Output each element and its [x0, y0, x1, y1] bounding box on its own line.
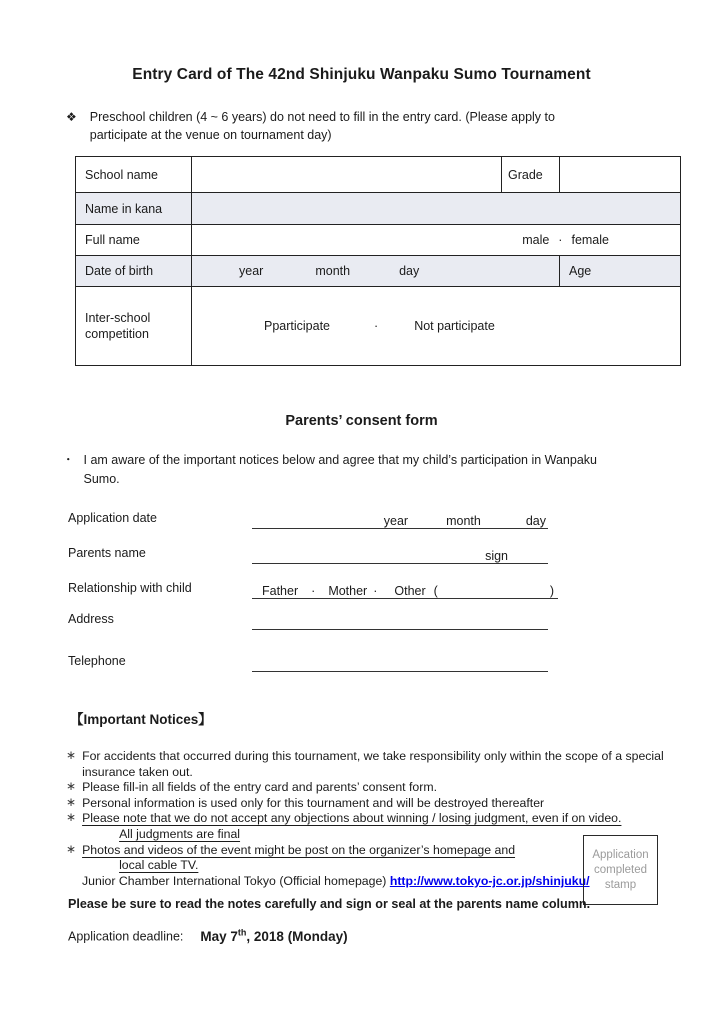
asterisk-bullet-icon: ∗: [66, 748, 77, 762]
sign-label: sign: [485, 549, 508, 563]
consent-intro: [62, 451, 622, 489]
diamond-bullet-icon: ❖: [66, 110, 77, 124]
asterisk-bullet-icon: ∗: [66, 779, 77, 794]
asterisk-bullet-icon: ∗: [66, 794, 77, 809]
important-notices-heading: 【Important Notices】: [70, 712, 212, 727]
gender-female-option: female: [571, 233, 609, 247]
application-deadline-row: [68, 927, 348, 944]
participate-option: Pparticipate: [264, 319, 331, 333]
parents-name-line: [252, 546, 548, 564]
notice-text: Personal information is used only for this tournament and will be destroyed thereafter: [82, 795, 545, 810]
table-row-birth: [76, 256, 681, 287]
date-of-birth-label: Date of birth: [76, 256, 192, 287]
consent-form-heading: Parents’ consent form: [285, 413, 438, 429]
appdate-day-label: day: [525, 514, 546, 528]
age-label: Age: [560, 256, 681, 287]
relationship-paren-close: ): [549, 584, 554, 598]
school-name-label: School name: [76, 157, 192, 193]
application-deadline-label: Application deadline:: [68, 929, 184, 944]
full-name-field: [192, 225, 681, 256]
table-row-interschool: [76, 287, 681, 366]
notice-text: Photos and videos of the event might be post on the organizer’s homepage and: [82, 842, 516, 857]
relationship-other-option: Other: [394, 584, 426, 598]
appdate-month-label: month: [446, 514, 481, 528]
dob-month-label: month: [315, 264, 351, 278]
table-row-kana: [76, 193, 681, 225]
dot-bullet-icon: ・: [62, 453, 75, 467]
relationship-separator-dot: ·: [373, 584, 378, 598]
relationship-separator-dot: ·: [311, 584, 316, 598]
consent-intro-text: I am aware of the important notices below and agree that my child’s participation in Wanpaku Sumo.: [83, 453, 597, 486]
table-row-school: [76, 157, 681, 193]
relationship-father-option: Father: [262, 584, 299, 598]
telephone-line: [252, 654, 548, 672]
official-homepage-link[interactable]: http://www.tokyo-jc.or.jp/shinjuku/: [389, 873, 590, 888]
ordinal-superscript: th: [237, 927, 247, 937]
table-row-fullname: [76, 225, 681, 256]
name-in-kana-field: [192, 193, 681, 225]
appdate-year-label: year: [383, 514, 409, 528]
not-participate-option: Not participate: [414, 319, 495, 333]
application-date-line: [252, 511, 548, 529]
entry-card-table: [75, 156, 681, 366]
gender-options: [522, 233, 680, 247]
grade-field: [560, 157, 681, 193]
notice-text: local cable TV.: [119, 858, 199, 873]
notice-text: All judgments are final: [119, 826, 241, 841]
telephone-label: Telephone: [68, 654, 126, 668]
application-completed-stamp-box: Application completed stamp: [583, 835, 658, 905]
name-in-kana-label: Name in kana: [76, 193, 192, 225]
preschool-note: [66, 108, 600, 144]
notice-item: [66, 796, 674, 812]
read-notes-reminder: Please be sure to read the notes carefully and sign or seal at the parents name column.: [68, 897, 591, 911]
notice-text: Please note that we do not accept any objections about winning / losing judgment, even if on video.: [82, 811, 622, 826]
application-deadline-value: May 7th, 2018 (Monday): [200, 927, 348, 944]
grade-label: Grade: [502, 157, 560, 193]
notice-item: [66, 749, 674, 780]
notice-text: insurance taken out.: [82, 764, 193, 779]
preschool-note-text: Preschool children (4 ~ 6 years) do not need to fill in the entry card. (Please apply to participate at the venue on tournament day): [89, 110, 555, 142]
inter-school-label: Inter-school competition: [76, 287, 192, 366]
document-title: Entry Card of The 42nd Shinjuku Wanpaku Sumo Tournament: [132, 66, 591, 83]
dob-day-label: day: [399, 264, 420, 278]
relationship-label: Relationship with child: [68, 581, 192, 595]
address-label: Address: [68, 612, 114, 626]
relationship-paren-open: (: [433, 584, 438, 598]
asterisk-bullet-icon: ∗: [66, 841, 77, 856]
dob-year-label: year: [239, 264, 264, 278]
notice-item: [66, 780, 674, 796]
address-line: [252, 612, 548, 630]
relationship-mother-option: Mother: [328, 584, 368, 598]
notice-text: For accidents that occurred during this tournament, we take responsibility only within the scope of a special: [82, 749, 664, 763]
parents-name-label: Parents name: [68, 546, 146, 560]
date-of-birth-field: [192, 256, 560, 287]
gender-male-option: male: [522, 233, 550, 247]
notice-text: Please fill-in all fields of the entry card and parents’ consent form.: [82, 780, 438, 795]
relationship-line: [252, 581, 558, 599]
asterisk-bullet-icon: ∗: [66, 810, 77, 825]
gender-separator-dot: ·: [558, 233, 563, 247]
organizer-text: Junior Chamber International Tokyo (Official homepage): [82, 873, 390, 888]
inter-school-field: [192, 287, 681, 366]
school-name-field: [192, 157, 502, 193]
application-date-label: Application date: [68, 511, 157, 525]
full-name-label: Full name: [76, 225, 192, 256]
participation-separator-dot: ·: [374, 319, 379, 333]
